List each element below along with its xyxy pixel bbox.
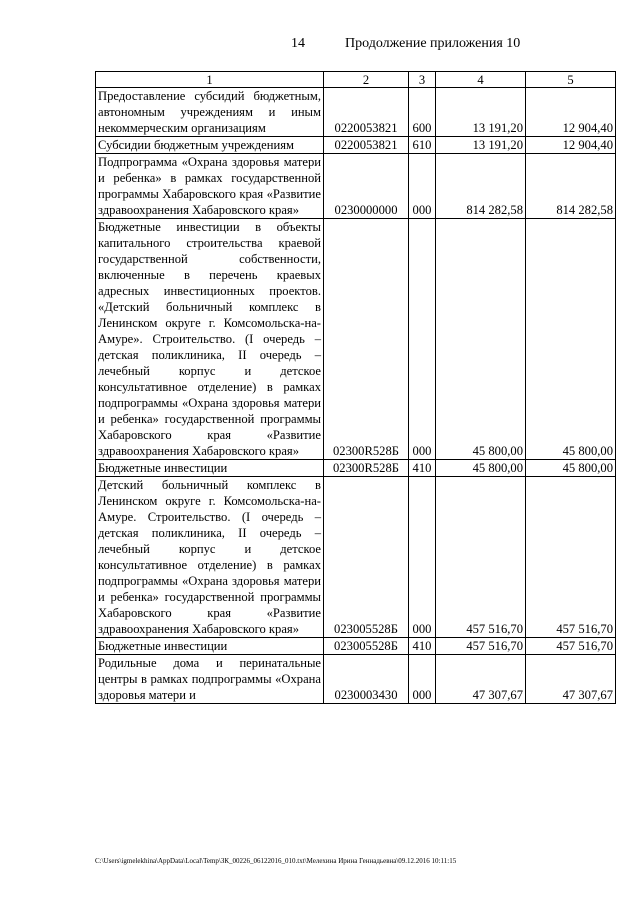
row-sum-2: 45 800,00 [526, 219, 616, 460]
table-header-row [96, 72, 616, 88]
table-row [96, 460, 616, 477]
row-sum-1: 45 800,00 [436, 219, 526, 460]
table-row [96, 154, 616, 219]
row-vr: 000 [409, 477, 436, 638]
row-code: 0230000000 [324, 154, 409, 219]
table-row [96, 655, 616, 704]
row-sum-1: 814 282,58 [436, 154, 526, 219]
row-vr: 000 [409, 655, 436, 704]
table-row [96, 88, 616, 137]
row-code: 02300R528Б [324, 219, 409, 460]
column-header: 2 [324, 72, 409, 88]
column-header: 1 [96, 72, 324, 88]
row-sum-1: 47 307,67 [436, 655, 526, 704]
column-header: 5 [526, 72, 616, 88]
appendix-title: Продолжение приложения 10 [345, 36, 521, 51]
row-name: Родильные дома и перинатальные центры в рамках подпрограммы «Охрана здоровья матери и [96, 655, 324, 704]
file-path-footer: C:\Users\igmelekhina\AppData\Local\Temp\ЗК_00226_06122016_010.txt\Мелехина Ирина Геннадьевна\09.12.2016 10:11:15 [95, 857, 457, 865]
table-row [96, 137, 616, 154]
column-header: 4 [436, 72, 526, 88]
row-sum-1: 457 516,70 [436, 638, 526, 655]
row-sum-1: 457 516,70 [436, 477, 526, 638]
table-row [96, 219, 616, 460]
budget-table [95, 71, 616, 704]
row-vr: 410 [409, 638, 436, 655]
row-vr: 410 [409, 460, 436, 477]
row-sum-1: 13 191,20 [436, 137, 526, 154]
row-vr: 000 [409, 219, 436, 460]
row-name: Бюджетные инвестиции [96, 638, 324, 655]
row-sum-2: 12 904,40 [526, 137, 616, 154]
row-code: 0220053821 [324, 137, 409, 154]
page-header [0, 36, 640, 56]
row-sum-2: 457 516,70 [526, 638, 616, 655]
row-code: 0220053821 [324, 88, 409, 137]
row-name: Субсидии бюджетным учреждениям [96, 137, 324, 154]
row-name: Подпрограмма «Охрана здоровья матери и ребенка» в рамках государственной программы Хабаровского края «Развитие здравоохранения Хабаровского края» [96, 154, 324, 219]
table-row [96, 638, 616, 655]
row-sum-2: 45 800,00 [526, 460, 616, 477]
row-name: Бюджетные инвестиции [96, 460, 324, 477]
row-name: Детский больничный комплекс в Ленинском округе г. Комсомольска-на-Амуре. Строительство. (I очередь – детская поликлиника, II очередь – лечебный корпус и детское консультативное отделение) в рамках подпрограммы «Охрана здоровья матери и ребенка» государственной программы Хабаровского края «Развитие здравоохранения Хабаровского края» [96, 477, 324, 638]
row-vr: 610 [409, 137, 436, 154]
row-name: Бюджетные инвестиции в объекты капитального строительства краевой государственной собственности, включенные в перечень краевых адресных инвестиционных проектов. «Детский больничный комплекс в Ленинском округе г. Комсомольска-на-Амуре». Строительство. (I очередь – детская поликлиника, II очередь – лечебный корпус и детское консультативное отделение) в рамках подпрограммы «Охрана здоровья матери и ребенка» государственной программы Хабаровского края «Развитие здравоохранения Хабаровского края» [96, 219, 324, 460]
row-sum-2: 814 282,58 [526, 154, 616, 219]
row-sum-2: 457 516,70 [526, 477, 616, 638]
row-code: 02300R528Б [324, 460, 409, 477]
row-sum-2: 12 904,40 [526, 88, 616, 137]
row-name: Предоставление субсидий бюджетным, автономным учреждениям и иным некоммерческим организациям [96, 88, 324, 137]
row-code: 023005528Б [324, 638, 409, 655]
row-sum-1: 13 191,20 [436, 88, 526, 137]
row-vr: 600 [409, 88, 436, 137]
page-number: 14 [291, 36, 305, 51]
table-row [96, 477, 616, 638]
row-sum-1: 45 800,00 [436, 460, 526, 477]
row-code: 023005528Б [324, 477, 409, 638]
row-code: 0230003430 [324, 655, 409, 704]
row-vr: 000 [409, 154, 436, 219]
row-sum-2: 47 307,67 [526, 655, 616, 704]
column-header: 3 [409, 72, 436, 88]
